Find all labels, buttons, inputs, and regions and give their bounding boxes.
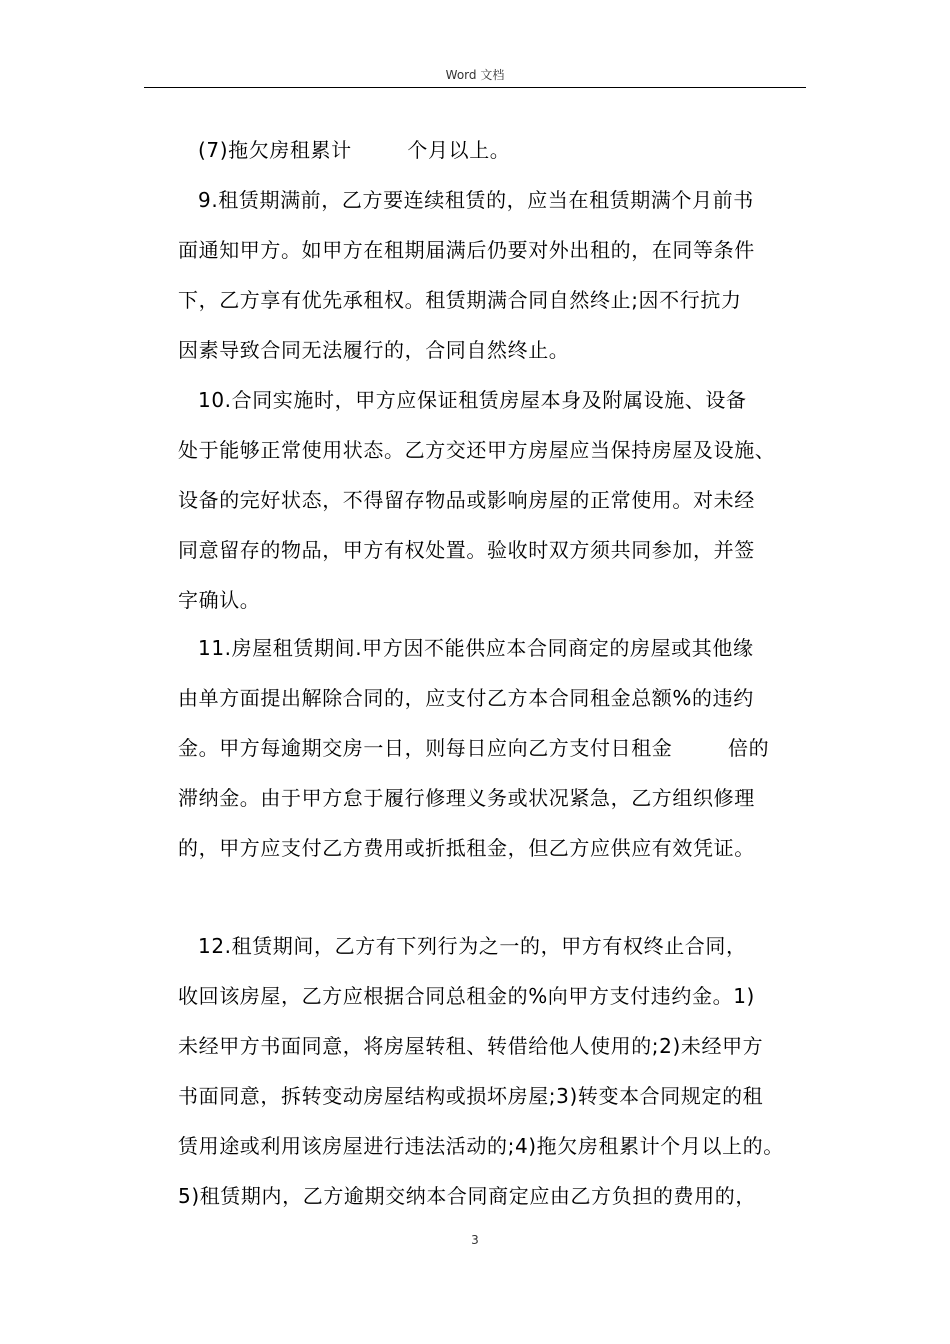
text-line: 字确认。 <box>178 588 261 612</box>
text-line: 金。甲方每逾期交房一日，则每日应向乙方支付日租金 倍的 <box>178 736 770 760</box>
text-line: 处于能够正常使用状态。乙方交还甲方房屋应当保持房屋及设施、 <box>178 438 776 462</box>
text-line: 同意留存的物品，甲方有权处置。验收时双方须共同参加，并签 <box>178 538 755 562</box>
text-line: 面通知甲方。如甲方在租期届满后仍要对外出租的，在同等条件 <box>178 238 755 262</box>
text-line: 11.房屋租赁期间.甲方因不能供应本合同商定的房屋或其他缘 <box>198 636 754 660</box>
text-line: 9.租赁期满前，乙方要连续租赁的，应当在租赁期满个月前书 <box>198 188 754 212</box>
text-line: (7)拖欠房租累计 个月以上。 <box>198 138 511 162</box>
text-line: 由单方面提出解除合同的，应支付乙方本合同租金总额%的违约 <box>178 686 754 710</box>
text-line: 因素导致合同无法履行的，合同自然终止。 <box>178 338 570 362</box>
text-line: 10.合同实施时，甲方应保证租赁房屋本身及附属设施、设备 <box>198 388 747 412</box>
page-header: Word 文档 <box>445 68 505 82</box>
text-line: 未经甲方书面同意，将房屋转租、转借给他人使用的;2)未经甲方 <box>178 1034 764 1058</box>
text-line: 下，乙方享有优先承租权。租赁期满合同自然终止;因不行抗力 <box>178 288 742 312</box>
text-line: 5)租赁期内，乙方逾期交纳本合同商定应由乙方负担的费用的， <box>178 1184 756 1208</box>
text-line: 书面同意，拆转变动房屋结构或损坏房屋;3)转变本合同规定的租 <box>178 1084 764 1108</box>
text-line: 12.租赁期间，乙方有下列行为之一的，甲方有权终止合同， <box>198 934 747 958</box>
text-line: 的，甲方应支付乙方费用或折抵租金，但乙方应供应有效凭证。 <box>178 836 755 860</box>
text-line: 收回该房屋，乙方应根据合同总租金的%向甲方支付违约金。1) <box>178 984 755 1008</box>
text-line: 赁用途或利用该房屋进行违法活动的;4)拖欠房租累计个月以上的。 <box>178 1134 784 1158</box>
page-number: 3 <box>471 1233 479 1247</box>
header-rule <box>144 87 806 88</box>
text-line: 滞纳金。由于甲方怠于履行修理义务或状况紧急，乙方组织修理 <box>178 786 755 810</box>
text-line: 设备的完好状态，不得留存物品或影响房屋的正常使用。对未经 <box>178 488 755 512</box>
